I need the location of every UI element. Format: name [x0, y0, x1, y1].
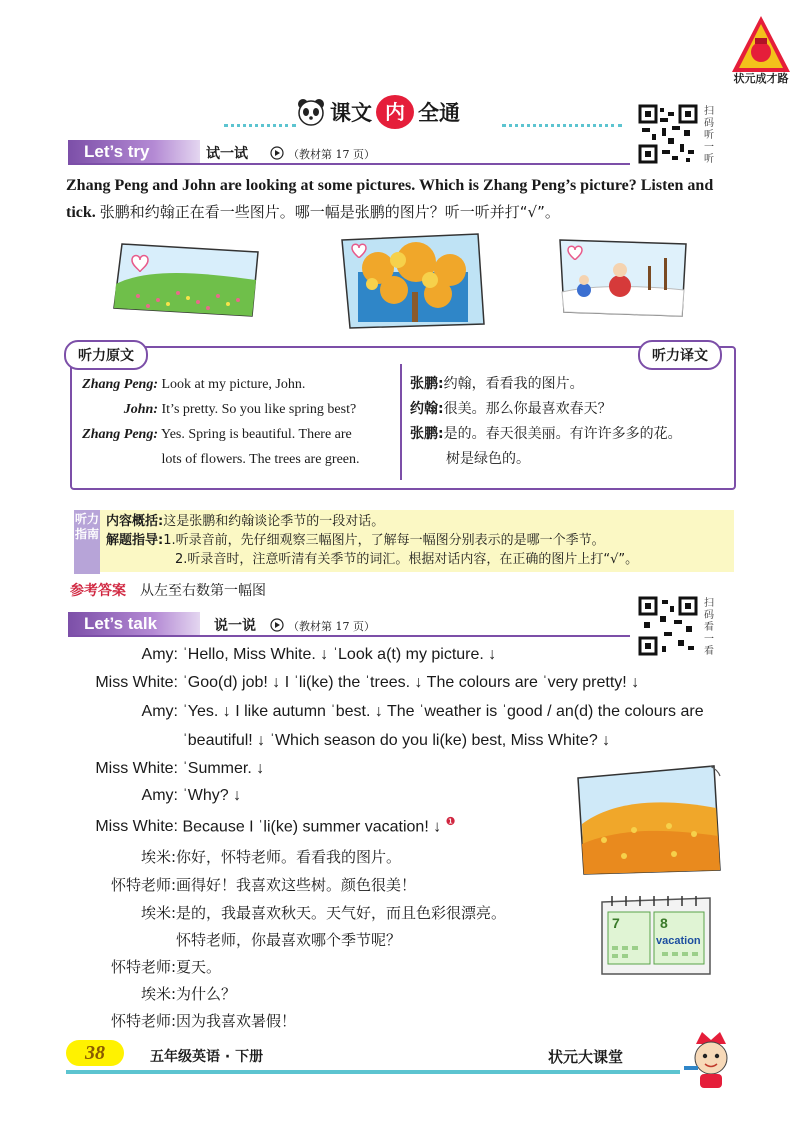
line-text: 是的。春天很美丽。有许许多多的花。 — [443, 426, 682, 442]
try-instruction-cn: 张鹏和约翰正在看一些图片。哪一幅是张鹏的图片？听一听并打“√”。 — [99, 203, 560, 221]
lets-try-cn: 试一试 — [206, 146, 248, 162]
line-text: 是的，我最喜欢秋天。天气好，而且色彩很漂亮。 — [176, 904, 507, 922]
series-title: 状元大课堂 — [548, 1048, 624, 1066]
guide-content — [106, 512, 734, 569]
line-text: Yes. Spring is beautiful. There are — [160, 427, 352, 442]
listening-line — [74, 447, 396, 472]
line-text: 怀特老师，你最喜欢哪个季节呢？ — [176, 931, 402, 949]
listening-line — [74, 422, 396, 447]
speaker: 张鹏: — [410, 376, 444, 392]
speaker: Zhang Peng: — [82, 427, 158, 442]
lets-talk-cn: 说一说 — [214, 618, 256, 634]
try-instruction-en: Zhang Peng and John are looking at some pictures. Which is Zhang Peng’s picture? Listen and tick. — [66, 177, 714, 221]
speaker: 约翰: — [410, 401, 444, 417]
line-text: 你好，怀特老师。看看我的图片。 — [176, 848, 402, 866]
talk-cn-line — [60, 1010, 296, 1031]
listening-original-tag: 听力原文 — [64, 340, 148, 370]
header-title-post: 全通 — [418, 101, 460, 125]
speaker: 怀特老师: — [110, 958, 176, 976]
lets-talk-bar — [68, 612, 200, 636]
lets-try-bar — [68, 140, 200, 164]
guide-summary-line — [106, 512, 734, 531]
lets-talk-underline — [68, 635, 630, 637]
play-icon[interactable] — [270, 618, 284, 632]
header-title-mid: 内容 — [376, 95, 414, 129]
talk-line — [60, 815, 456, 836]
tips-label: 解题指导: — [106, 533, 164, 548]
lets-talk-ref: （教材第 17 页） — [288, 620, 375, 633]
speaker: 怀特老师: — [110, 876, 176, 894]
line-text: Because I ˈli(ke) summer vacation! ↓ — [182, 818, 442, 836]
header-title-pre: 课文 — [330, 101, 372, 125]
speaker: Miss White: — [95, 674, 178, 691]
translation-line — [410, 372, 730, 397]
speaker: Amy: — [141, 646, 178, 663]
talk-line — [60, 787, 241, 805]
line-text: ˈGoo(d) job! ↓ I ˈli(ke) the ˈtrees. ↓ The colours are ˈvery pretty! ↓ — [182, 674, 640, 691]
speaker: Miss White: — [95, 818, 178, 836]
line-text: 为什么？ — [176, 985, 237, 1003]
speaker: Amy: — [141, 787, 178, 804]
panda-icon — [296, 97, 326, 127]
speaker: John: — [123, 402, 158, 417]
speaker: 埃米: — [140, 904, 176, 922]
header-dots-right — [502, 124, 622, 127]
tip-1: 1.听录音前，先仔细观察三幅图片，了解每一幅图分别表示的是哪一个季节。 — [163, 533, 605, 548]
listening-translation — [410, 372, 730, 472]
scan-watch-label: 扫码看一看 — [704, 598, 714, 657]
guide-tip-line — [106, 550, 734, 569]
scan-listen-label: 扫码听一听 — [704, 106, 714, 165]
play-icon[interactable] — [270, 146, 284, 160]
winter-picture[interactable] — [556, 236, 690, 320]
talk-line — [60, 760, 264, 778]
lets-try-ref: （教材第 17 页） — [288, 148, 375, 161]
svg-text:7: 7 — [612, 915, 620, 931]
line-text: 因为我喜欢暑假！ — [176, 1012, 297, 1030]
publisher-logo-text: 状元成才路 — [733, 72, 789, 85]
qr-code-icon[interactable] — [638, 596, 698, 656]
speaker: Miss White: — [95, 760, 178, 777]
try-instruction — [66, 172, 736, 226]
speaker: 埃米: — [140, 985, 176, 1003]
talk-cn-line — [60, 846, 401, 867]
translation-line — [410, 447, 730, 472]
line-text: ˈSummer. ↓ — [182, 760, 265, 777]
listening-guide-side: 听力指南 — [74, 510, 100, 574]
talk-cn-line — [60, 874, 416, 895]
line-text: 画得好！我喜欢这些树。颜色很美！ — [176, 876, 417, 894]
calendar-vacation-text: vacation — [656, 935, 701, 947]
book-title: 五年级英语 · 下册 — [150, 1049, 264, 1065]
line-text: It’s pretty. So you like spring best? — [161, 402, 357, 417]
qr-code-icon[interactable] — [638, 104, 698, 164]
lets-try-underline — [68, 163, 630, 165]
reference-answer — [70, 580, 266, 600]
line-text: 夏天。 — [176, 958, 222, 976]
note-marker[interactable]: ❶ — [445, 816, 456, 828]
speaker: 怀特老师: — [110, 1012, 176, 1030]
line-text: 树是绿色的。 — [446, 451, 530, 467]
talk-line — [60, 646, 496, 664]
talk-line — [60, 703, 704, 721]
listening-divider — [400, 364, 402, 480]
talk-line — [60, 732, 610, 750]
talk-cn-line — [60, 902, 506, 923]
listening-original — [74, 372, 396, 472]
talk-line — [60, 674, 639, 692]
line-text: ˈHello, Miss White. ↓ ˈLook a(t) my picture. ↓ — [182, 646, 497, 663]
line-text: Look at my picture, John. — [161, 377, 306, 392]
speaker: 埃米: — [140, 848, 176, 866]
page-number: 38 — [66, 1040, 124, 1066]
guide-tip-line — [106, 531, 734, 550]
spring-picture[interactable] — [108, 238, 268, 322]
summary-label: 内容概括: — [106, 514, 164, 529]
talk-cn-line — [60, 983, 236, 1004]
summary-text: 这是张鹏和约翰谈论季节的一段对话。 — [163, 514, 385, 529]
translation-line — [410, 422, 730, 447]
listening-translation-tag: 听力译文 — [638, 340, 722, 370]
speaker: 张鹏: — [410, 426, 444, 442]
line-text: ˈYes. ↓ I like autumn ˈbest. ↓ The ˈweather is ˈgood / an(d) the colours are — [182, 703, 704, 720]
translation-line — [410, 397, 730, 422]
autumn-picture[interactable] — [338, 232, 486, 330]
line-text: ˈWhy? ↓ — [182, 787, 242, 804]
autumn-field-picture — [574, 760, 724, 876]
header-dots-left — [224, 124, 296, 127]
line-text: 约翰，看看我的图片。 — [443, 376, 584, 392]
mascot-icon — [680, 1030, 742, 1090]
talk-cn-line — [60, 929, 401, 950]
line-text: 很美。那么你最喜欢春天？ — [443, 401, 612, 417]
line-text: ˈbeautiful! ↓ ˈWhich season do you li(ke) best, Miss White? ↓ — [182, 732, 611, 749]
tip-2: 2.听录音时，注意听清有关季节的词汇。根据对话内容，在正确的图片上打“√”。 — [175, 552, 639, 567]
speaker: Zhang Peng: — [82, 377, 158, 392]
footer-line — [66, 1070, 680, 1074]
lets-talk-label: Let’s talk — [84, 614, 158, 633]
talk-cn-line — [60, 956, 221, 977]
line-text: lots of flowers. The trees are green. — [161, 452, 360, 467]
answer-label: 参考答案 — [70, 583, 126, 599]
calendar-picture — [598, 894, 714, 978]
listening-line — [74, 397, 396, 422]
speaker: Amy: — [141, 703, 178, 720]
answer-text: 从左至右数第一幅图 — [140, 583, 266, 599]
svg-text:8: 8 — [660, 915, 668, 931]
lets-try-label: Let’s try — [84, 142, 150, 161]
listening-line — [74, 372, 396, 397]
